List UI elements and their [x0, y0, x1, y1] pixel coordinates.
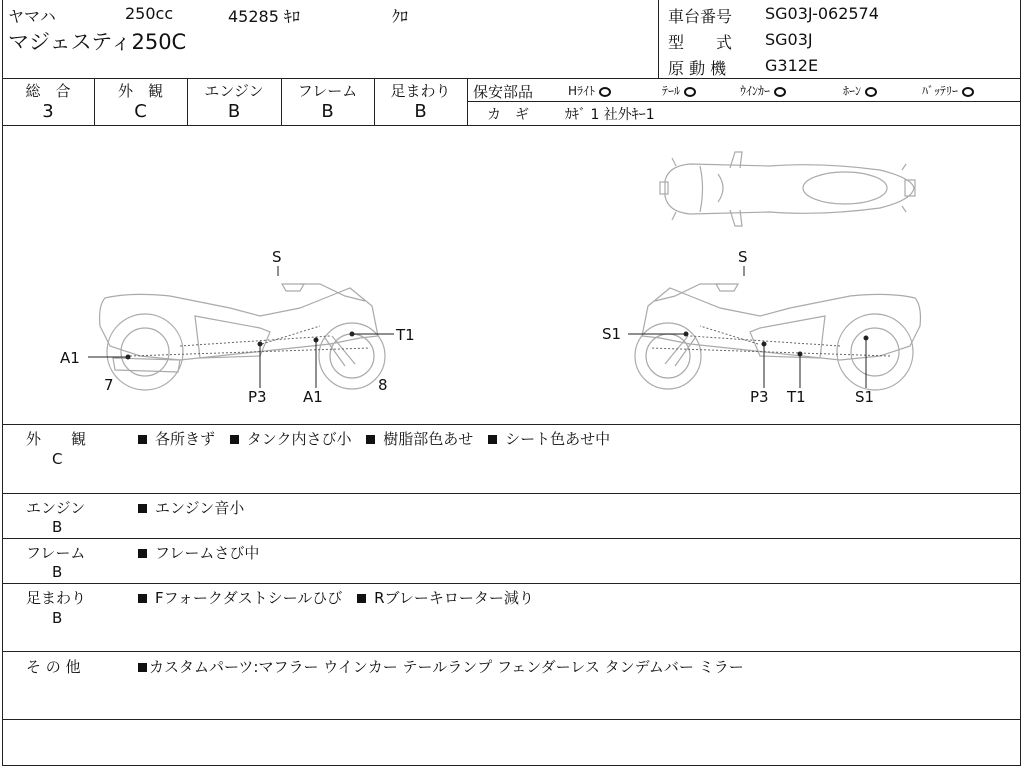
section-items-frame: フレームさび中 [136, 542, 259, 563]
damage-diagram [0, 126, 1022, 424]
diagram-label: P3 [248, 388, 267, 406]
safety-item-tail: ﾃｰﾙ [662, 82, 696, 99]
header-divider [658, 0, 659, 78]
diagram-label: P3 [750, 388, 769, 406]
diagram-label: S1 [855, 388, 875, 406]
section-divider [2, 493, 1021, 494]
section-title-engine: エンジン [26, 499, 86, 517]
section-grade-frame: B [52, 563, 63, 581]
diagram-label: A1 [303, 388, 323, 406]
diagram-label: S [738, 248, 748, 266]
diagram-label: S1 [602, 325, 622, 343]
section-title-frame: フレーム [26, 544, 86, 562]
section-items-exterior: 各所きず タンク内さび小 樹脂部色あせ シート色あせ中 [136, 428, 610, 449]
diagram-label: 8 [378, 376, 388, 394]
displacement: 250cc [125, 4, 174, 23]
frame-no: SG03J-062574 [765, 4, 879, 23]
scooter-right-view [635, 284, 920, 390]
section-divider [2, 583, 1021, 584]
overall-grade: 3 [42, 101, 54, 122]
diagram-label: T1 [787, 388, 806, 406]
section-grade-engine: B [52, 518, 63, 536]
key-value: ｶｷﾞ 1 社外ｷｰ1 [565, 107, 655, 123]
section-title-suspension: 足まわり [26, 589, 87, 607]
exterior-grade: C [134, 101, 147, 122]
scooter-top-view [660, 152, 915, 226]
bullet-square-icon [138, 504, 147, 513]
suspension-grade: B [414, 101, 427, 122]
frame-grade-label: フレーム [297, 82, 358, 100]
diagram-label: S [272, 248, 282, 266]
model-name: マジェスティ250C [8, 30, 187, 54]
check-circle-icon [599, 87, 611, 97]
bullet-square-icon [230, 435, 239, 444]
bullet-square-icon [366, 435, 375, 444]
bullet-square-icon [488, 435, 497, 444]
remarks-top [2, 424, 1021, 425]
frame-no-label: 車台番号 [668, 7, 733, 26]
scooter-left-view [100, 284, 385, 390]
diagram-label: 7 [104, 376, 114, 394]
bullet-square-icon [357, 594, 366, 603]
bullet-square-icon [138, 594, 147, 603]
maker: ヤマハ [8, 7, 56, 26]
frame-grade: B [321, 101, 334, 122]
mileage: 45285 ｷﾛ [228, 7, 300, 26]
type-value: SG03J [765, 30, 813, 49]
section-divider [2, 538, 1021, 539]
check-circle-icon [865, 87, 877, 97]
safety-item-winker: ｳｲﾝｶｰ [740, 82, 786, 99]
engine-grade-label: エンジン [204, 82, 264, 100]
section-divider [2, 719, 1021, 720]
section-items-suspension: Fフォークダストシールひび Rブレーキローター減り [136, 587, 534, 608]
section-items-other: カスタムパーツ:マフラー ウインカー テールランプ フェンダーレス タンデムバー ミラー [136, 656, 744, 677]
color: ｸﾛ [392, 7, 409, 26]
section-divider [2, 651, 1021, 652]
check-circle-icon [684, 87, 696, 97]
section-grade-exterior: C [52, 450, 63, 468]
key-label: カ ギ [487, 107, 529, 123]
engine-model-label: 原 動 機 [668, 59, 727, 78]
bullet-square-icon [138, 663, 147, 672]
engine-grade: B [227, 101, 241, 122]
check-circle-icon [962, 87, 974, 97]
suspension-grade-label: 足まわり [390, 82, 451, 100]
type-label: 型 式 [668, 33, 733, 52]
bullet-square-icon [138, 549, 147, 558]
section-title-other: そ の 他 [26, 658, 81, 676]
exterior-label: 外 観 [117, 82, 163, 100]
overall-label: 総 合 [25, 82, 71, 100]
safety-divider [467, 101, 1021, 102]
section-items-engine: エンジン音小 [136, 497, 244, 518]
section-title-exterior: 外 観 [26, 430, 87, 448]
section-grade-suspension: B [52, 609, 63, 627]
safety-item-headlight: Hﾗｲﾄ [568, 82, 611, 99]
diagram-label: A1 [60, 349, 80, 367]
safety-label: 保安部品 [473, 83, 534, 101]
safety-item-battery: ﾊﾞｯﾃﾘｰ [922, 82, 974, 99]
grade-col-divider [467, 78, 468, 125]
safety-item-horn: ﾎｰﾝ [843, 82, 877, 99]
engine-model-value: G312E [765, 56, 819, 75]
diagram-label: T1 [396, 326, 415, 344]
check-circle-icon [774, 87, 786, 97]
grade-table-top [2, 78, 1021, 79]
bullet-square-icon [138, 435, 147, 444]
